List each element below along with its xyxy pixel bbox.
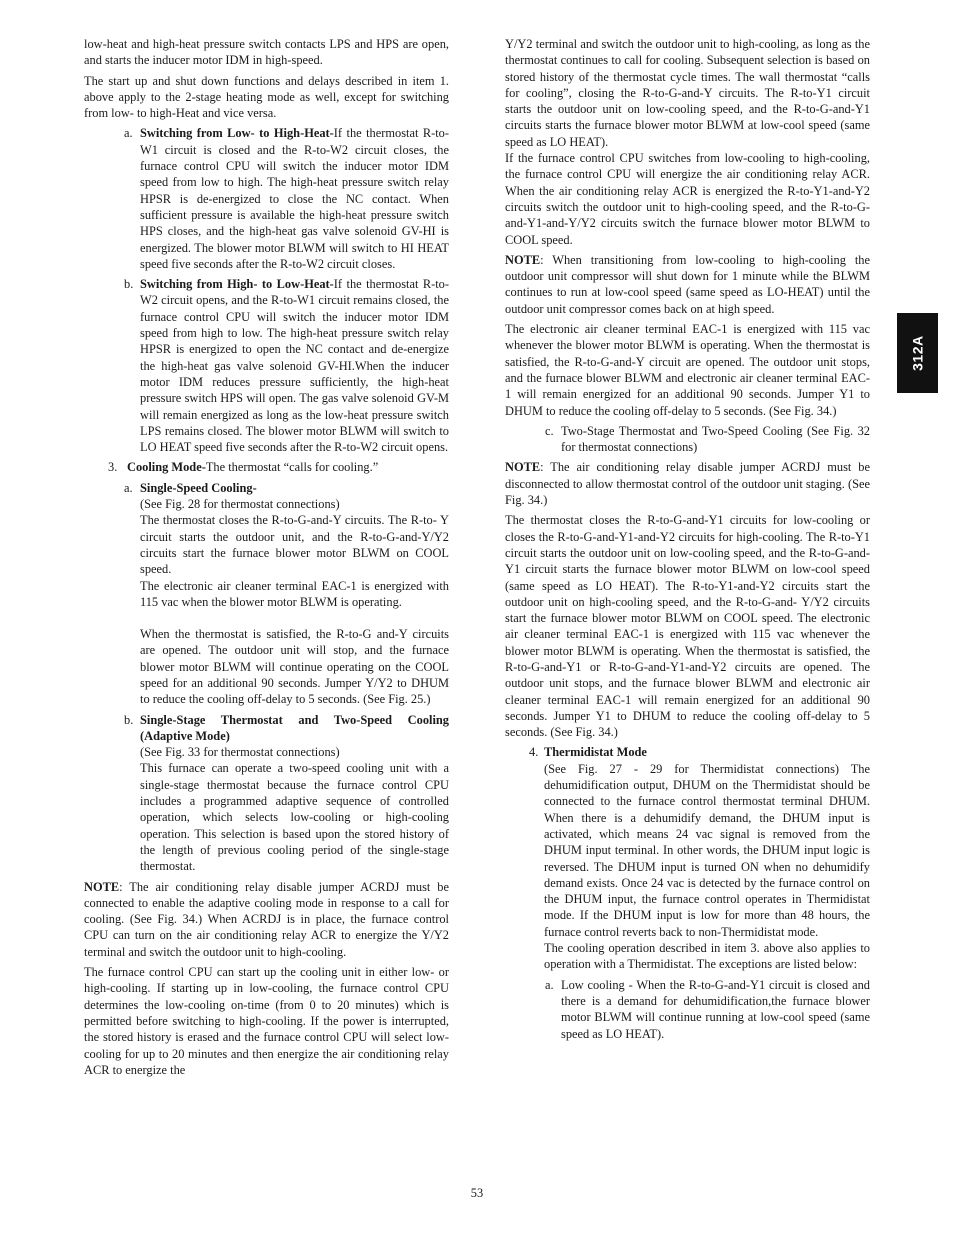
list-item-thermidistat-mode <box>505 744 870 972</box>
paragraph: The thermostat closes the R-to-G-and-Y1 circuits for low-cooling or closes the R-to-G-and-Y1-and-Y2 circuits for high-cooling. The R-to-Y1 circuit starts the outdoor unit on low-cooling speed, and the R-to-G-and-Y1 circuit starts the furnace blower motor BLWM on low-cool speed (same speed as LO HEAT). The R-to-Y1-and-Y2 circuits start the outdoor unit on high-cooling speed, and the R-to-G-and- Y/Y2 circuits start the furnace blower motor BLWM on COOL speed. The electronic air cleaner terminal EAC-1 is energized with 115 vac whenever the blower motor BLWM is operating. When the thermostat is satisfied, the R-to-G-and-Y1 or R-to-G-and-Y1-and-Y2 circuits are opened. The outdoor unit stops, and the furnace blower BLWM and electronic air cleaner terminal EAC-1 will remain energized for an additional 90 seconds. Jumper Y1 to DHUM to reduce the cooling off-delay to 5 seconds. (See Fig. 34.) <box>505 513 870 740</box>
item-heading: Cooling Mode- <box>127 460 206 475</box>
item-text: The thermostat “calls for cooling.” <box>205 460 379 475</box>
list-item-switch-low-high <box>84 125 449 272</box>
right-column <box>505 36 870 1046</box>
figure-reference: (See Fig. 33 for thermostat connections) <box>140 745 340 760</box>
item-text: The electronic air cleaner terminal EAC-1 is energized with 115 vac when the blower motor BLWM is operating. <box>140 578 449 609</box>
list-item-switch-high-low <box>84 276 449 455</box>
list-marker: a. <box>545 977 554 992</box>
paragraph: If the furnace control CPU switches from low-cooling to high-cooling, the furnace control CPU will energize the air conditioning relay ACR. When the air conditioning relay ACR is energized the R-to-Y1-and-Y2 circuits switch the outdoor unit to high-cooling speed, and the R-to-G-and-Y1-and-Y/Y2 circuits switch the furnace blower motor BLWM to COOL speed. <box>505 151 870 247</box>
left-column <box>84 36 449 1082</box>
paragraph: The electronic air cleaner terminal EAC-1 is energized with 115 vac whenever the blower motor BLWM is operating. When the thermostat is satisfied, the R-to-G-and-Y circuit are opened. The outdoor unit stops, and the furnace blower BLWM and electronic air cleaner terminal EAC-1 will remain energized for an additional 90 seconds. Jumper Y1 to DHUM to reduce the cooling off-delay to 5 seconds. (See Fig. 34.) <box>505 322 870 418</box>
list-marker: 3. <box>108 460 118 475</box>
note-text: : The air conditioning relay disable jumper ACRDJ must be connected to enable the adaptive cooling mode in response to a call for cooling. (See Fig. 34.) When ACRDJ is in place, the furnace control CPU can turn on the air conditioning relay ACR to energize the Y/Y2 terminal and switch the outdoor unit to high-cooling. <box>84 879 449 959</box>
item-heading: Thermidistat Mode <box>544 745 647 760</box>
item-text: The cooling operation described in item 3. above also applies to operation with a Thermidistat. The exceptions are listed below: <box>544 941 870 972</box>
paragraph: The start up and shut down functions and delays described in item 1. above apply to the 2-stage heating mode as well, except for switching from low- to high-Heat and vice versa. <box>84 73 449 121</box>
list-marker: 4. <box>529 745 539 760</box>
list-marker: b. <box>124 277 134 292</box>
list-marker: b. <box>124 712 134 727</box>
item-text: The thermostat closes the R-to-G-and-Y circuits. The R-to- Y circuit starts the outdoor unit, and the R-to-G-and-Y/Y2 circuits start the furnace blower motor BLWM on COOL speed. <box>140 513 449 577</box>
note-paragraph <box>505 459 870 508</box>
list-item-single-speed-cooling <box>84 480 449 708</box>
item-text: This furnace can operate a two-speed cooling unit with a single-stage thermostat because the furnace control CPU includes a programmed adaptive sequence of controlled operation, which selects low-cooling or high-cooling operation. This selection is based upon the stored history of the length of previous cooling period of the single-stage thermostat. <box>140 761 449 874</box>
item-heading: Switching from High- to Low-Heat- <box>140 277 334 292</box>
section-tab-label: 312A <box>909 335 926 371</box>
item-heading: Single-Speed Cooling- <box>140 480 257 495</box>
list-item-cooling-mode <box>84 459 449 475</box>
list-item-two-stage-thermostat <box>505 423 870 456</box>
note-paragraph <box>505 252 870 317</box>
note-label: NOTE <box>84 879 120 894</box>
list-marker: c. <box>545 423 554 438</box>
item-text: (See Fig. 27 - 29 for Thermidistat connections) The dehumidification output, DHUM on the Thermidistat should be connected to the furnace control thermostat terminal DHUM. When there is a dehumidify demand, the DHUM input is activated, which means 24 vac signal is removed from the DHUM input terminal. In other words, the DHUM input logic is reversed. The DHUM input is turned ON when no dehumidify demand exists. Once 24 vac is detected by the furnace control on the DHUM input, the furnace control operates in Thermidistat mode. If the DHUM input is low for more than 48 hours, the furnace control reverts back to non-Thermidistat mode. <box>544 761 870 939</box>
list-marker: a. <box>124 480 133 495</box>
list-item-adaptive-mode <box>84 712 449 875</box>
paragraph: low-heat and high-heat pressure switch contacts LPS and HPS are open, and starts the inducer motor IDM in high-speed. <box>84 37 449 68</box>
item-text: If the thermostat R-to- W1 circuit is closed and the R-to-W2 circuit closes, the furnace control CPU will switch the inducer motor IDM speed from low to high. The high-heat pressure switch relay HPSR is de-energized to close the NC contact. When sufficient pressure is available the high-heat pressure switch HPS closes, and the high-heat gas valve solenoid GV-HI is energized. The blower motor BLWM will switch to HI HEAT speed five seconds after the R-to-W2 circuit closes. <box>140 126 450 271</box>
paragraph: Y/Y2 terminal and switch the outdoor unit to high-cooling, as long as the thermostat continues to call for cooling. Subsequent selection is based on stored history of the thermostat cycle times. The wall thermostat “calls for cooling”, closing the R-to-G-and-Y circuits. The R-to-Y1 circuit starts the outdoor unit on low-cooling speed, and the R-to-G-and-Y1 circuits starts the furnace blower motor BLWM at low-cool speed (same speed as LO HEAT). <box>505 37 870 149</box>
note-text: : The air conditioning relay disable jumper ACRDJ must be disconnected to allow thermostat control of the outdoor unit staging. (See Fig. 34.) <box>505 460 870 508</box>
section-tab <box>897 313 938 393</box>
page-number: 53 <box>470 1186 484 1200</box>
item-heading: Single-Stage Thermostat and Two-Speed Cooling (Adaptive Mode) <box>140 712 449 743</box>
item-text: Low cooling - When the R-to-G-and-Y1 circuit is closed and there is a demand for dehumidification,the furnace blower motor BLWM will continue running at low-cool speed (same speed as LO HEAT). <box>561 977 870 1041</box>
item-text: Two-Stage Thermostat and Two-Speed Cooling (See Fig. 32 for thermostat connections) <box>561 423 870 455</box>
note-text: : When transitioning from low-cooling to high-cooling the outdoor unit compressor will shut down for 1 minute while the BLWM continues to run at low-cool speed (same speed as LO-HEAT) until the outdoor unit compressor comes back on at high speed. <box>505 252 870 316</box>
item-text: When the thermostat is satisfied, the R-to-G and-Y circuits are opened. The outdoor unit will stop, and the furnace blower motor BLWM will continue operating on the COOL speed for an additional 90 seconds. Jumper Y/Y2 to DHUM to reduce the cooling off-delay to 5 seconds. (See Fig. 25.) <box>140 627 449 707</box>
paragraph: The furnace control CPU can start up the cooling unit in either low- or high-cooling. If starting up in low-cooling, the furnace control CPU determines the low-cooling on-time (from 0 to 20 minutes) which is permitted before switching to high-cooling. If the power is interrupted, the stored history is erased and the furnace control CPU will select low-cooling for up to 20 minutes and then energize the air conditioning relay ACR to energize the <box>84 965 449 1077</box>
note-label: NOTE <box>505 460 541 475</box>
figure-reference: (See Fig. 28 for thermostat connections) <box>140 497 340 512</box>
list-item-low-cooling <box>505 977 870 1042</box>
item-heading: Switching from Low- to High-Heat- <box>140 126 334 141</box>
list-marker: a. <box>124 126 133 141</box>
item-text: If the thermostat R-to-W2 circuit opens, and the R-to-W1 circuit remains closed, the furnace control CPU will switch the inducer motor IDM speed from high to low. The high-heat pressure switch relay HPSR is energized to open the NC contact and de-energize the high-heat gas valve solenoid GV-HI.When the inducer motor IDM reduces pressure sufficiently, the high-heat pressure switch HPS will open. The gas valve solenoid GV-M will remain energized as long as the low-heat pressure switch LPS remains closed. The blower motor BLWM will switch to LO HEAT speed five seconds after the R-to-W2 circuit opens. <box>140 277 450 455</box>
note-label: NOTE <box>505 252 541 267</box>
note-paragraph <box>84 879 449 960</box>
